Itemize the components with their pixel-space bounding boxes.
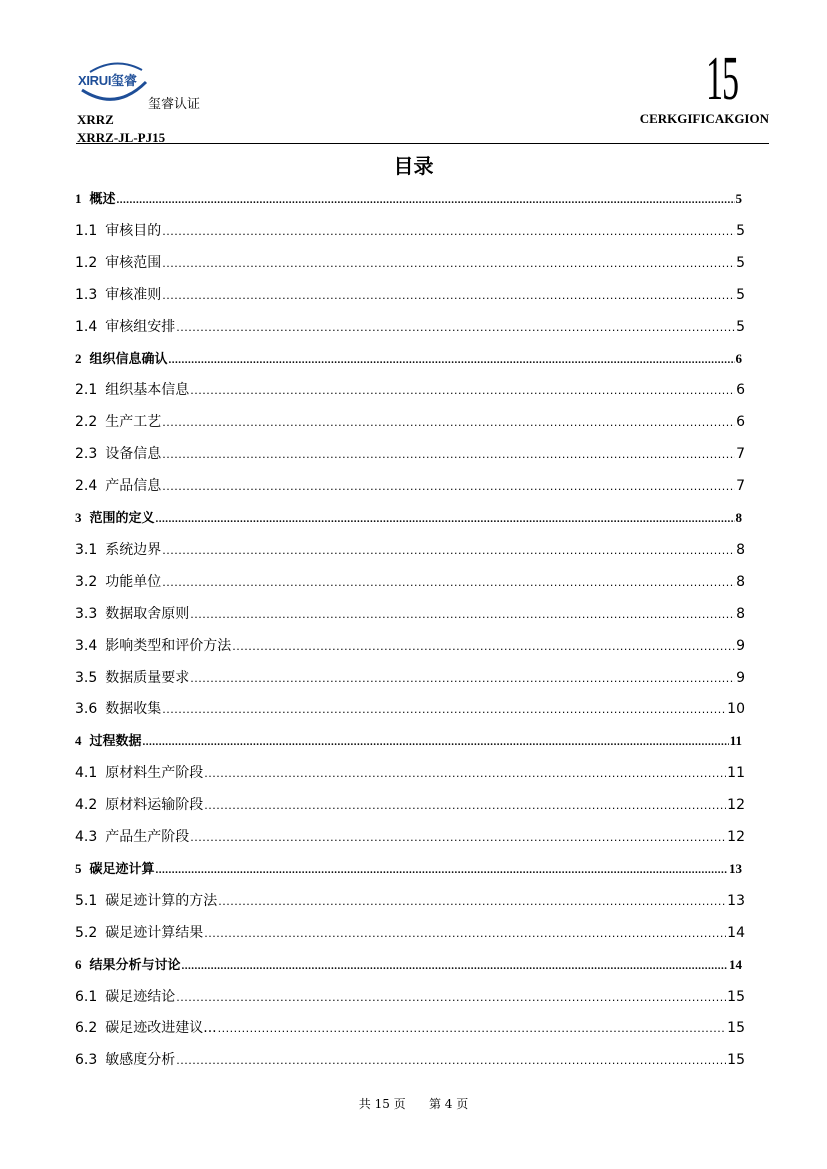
toc-dot-leader xyxy=(169,354,735,366)
header-divider xyxy=(76,143,769,144)
toc-entry-label: 碳足迹结论 xyxy=(105,988,176,1005)
toc-entry[interactable] xyxy=(75,762,745,782)
toc-entry-label: 原材料生产阶段 xyxy=(105,765,204,782)
page-title: 目录 xyxy=(393,154,434,178)
toc-entry-number: 3.2 xyxy=(75,573,98,590)
toc-entry-label: 功能单位 xyxy=(105,573,162,590)
toc-entry-page: 7 xyxy=(736,478,745,495)
toc-entry-label: 原材料运输阶段 xyxy=(105,797,204,814)
toc-entry-label: 产品生产阶段 xyxy=(105,829,190,845)
toc-dot-leader xyxy=(162,576,735,589)
toc-entry[interactable] xyxy=(75,1017,745,1037)
toc-entry-page: 5 xyxy=(736,222,745,239)
toc-entry-number: 5 xyxy=(75,860,82,876)
toc-entry[interactable] xyxy=(75,316,745,336)
toc-entry-page: 9 xyxy=(736,637,745,654)
toc-entry-label: 数据收集 xyxy=(105,701,162,718)
toc-entry-number: 3.4 xyxy=(75,637,98,654)
toc-entry-number: 6.3 xyxy=(75,1052,98,1069)
toc-entry-page: 6 xyxy=(736,414,745,431)
toc-entry-label: 审核准则 xyxy=(105,286,162,303)
toc-entry-label: 审核目的 xyxy=(105,222,162,239)
toc-entry-label: 碳足迹计算的方法 xyxy=(105,892,218,909)
toc-entry-number: 2 xyxy=(75,350,82,366)
toc-dot-leader xyxy=(204,927,726,940)
toc-entry-number: 6.2 xyxy=(75,1020,98,1037)
header-codes xyxy=(77,111,165,147)
toc-entry-page: 6 xyxy=(735,350,742,366)
toc-entry-label: 影响类型和评价方法 xyxy=(105,637,232,654)
toc-dot-leader xyxy=(190,608,735,621)
toc-entry[interactable] xyxy=(75,411,745,431)
toc-entry-number: 2.2 xyxy=(75,414,98,431)
toc-entry-number: 2.1 xyxy=(75,382,98,399)
toc-entry-number: 4.1 xyxy=(75,765,98,782)
toc-dot-leader xyxy=(162,448,735,461)
toc-entry-number: 1.4 xyxy=(75,318,98,335)
toc-dot-leader xyxy=(143,736,729,748)
toc-entry-label: 审核组安排 xyxy=(105,318,176,335)
toc-entry-number: 3.1 xyxy=(75,541,98,558)
toc-dot-leader xyxy=(162,544,735,557)
toc-entry-number: 3.3 xyxy=(75,605,98,622)
toc-entry-page: 13 xyxy=(729,860,742,876)
toc-entry[interactable] xyxy=(75,603,745,623)
toc-entry-page: 11 xyxy=(729,733,742,749)
toc-entry-page: 8 xyxy=(735,510,742,525)
toc-entry-number: 1.1 xyxy=(75,222,98,239)
toc-entry[interactable] xyxy=(75,252,745,272)
toc-entry-label: 范围的定义 xyxy=(89,510,155,525)
toc-entry-label: 概述 xyxy=(89,191,116,206)
toc-entry-page: 9 xyxy=(736,669,745,686)
toc-entry-label: 过程数据 xyxy=(89,733,142,749)
toc-entry-page: 13 xyxy=(727,892,745,909)
toc-entry[interactable] xyxy=(75,348,742,367)
toc-entry-page: 6 xyxy=(736,382,745,399)
toc-entry-page: 14 xyxy=(729,956,742,972)
toc-entry-label: 生产工艺 xyxy=(105,414,162,431)
header-big-number: 15 xyxy=(706,45,738,113)
toc-entry-label: 数据取舍原则 xyxy=(105,605,190,622)
toc-dot-leader xyxy=(162,225,735,238)
toc-dot-leader xyxy=(162,257,735,270)
toc-entry-page: 11 xyxy=(727,765,745,782)
toc-entry-number: 6.1 xyxy=(75,988,98,1005)
toc-entry[interactable] xyxy=(75,858,742,877)
toc-entry-page: 15 xyxy=(727,1052,745,1069)
toc-entry[interactable] xyxy=(75,986,745,1006)
toc-entry-page: 5 xyxy=(736,286,745,303)
toc-entry-label: 碳足迹计算 xyxy=(89,860,155,876)
footer-current-page: 第 4 页 xyxy=(428,1097,469,1111)
toc-dot-leader xyxy=(204,767,726,780)
toc-entry-page: 7 xyxy=(736,446,745,463)
toc-entry-number: 5.1 xyxy=(75,892,98,909)
toc-dot-leader xyxy=(162,416,735,429)
toc-entry-page: 15 xyxy=(727,1020,745,1037)
toc-dot-leader xyxy=(182,960,728,972)
toc-entry[interactable] xyxy=(75,475,745,495)
toc-entry-number: 4.2 xyxy=(75,797,98,814)
header-code-1: XRRZ xyxy=(77,112,114,127)
toc-entry-page: 5 xyxy=(736,318,745,335)
toc-entry-label: 敏感度分析 xyxy=(105,1052,176,1069)
toc-entry-page: 5 xyxy=(735,191,742,206)
footer-total-pages: 共 15 页 xyxy=(358,1097,406,1111)
toc-entry-label: 碳足迹改进建议... xyxy=(105,1020,217,1037)
toc-entry-number: 1.3 xyxy=(75,286,98,303)
toc-entry[interactable] xyxy=(75,188,742,207)
toc-entry[interactable] xyxy=(75,667,745,687)
toc-entry-label: 碳足迹计算结果 xyxy=(105,924,204,941)
toc-entry[interactable] xyxy=(75,890,745,910)
toc-entry-number: 4.3 xyxy=(75,829,98,845)
toc-dot-leader xyxy=(204,799,726,812)
toc-entry-label: 组织信息确认 xyxy=(89,350,168,366)
toc-dot-leader xyxy=(190,672,735,685)
toc-dot-leader xyxy=(190,384,735,397)
toc-entry-number: 6 xyxy=(75,956,82,972)
toc-dot-leader xyxy=(162,703,726,716)
toc-dot-leader xyxy=(232,640,735,653)
toc-entry-number: 4 xyxy=(75,733,82,749)
toc-entry[interactable] xyxy=(75,443,745,463)
toc-dot-leader xyxy=(218,1022,727,1035)
toc-entry-label: 产品信息 xyxy=(105,478,162,495)
logo-text: XIRUI玺睿 xyxy=(78,73,137,88)
toc-dot-leader xyxy=(117,194,735,206)
toc-entry-label: 数据质量要求 xyxy=(105,669,190,686)
toc-dot-leader xyxy=(176,991,726,1004)
toc-entry[interactable] xyxy=(75,826,745,846)
toc-entry[interactable] xyxy=(75,954,742,973)
toc-entry-number: 3.6 xyxy=(75,701,98,718)
toc-entry-number: 1 xyxy=(75,191,82,206)
logo-chinese-name: 玺睿认证 xyxy=(148,97,201,112)
toc-dot-leader xyxy=(176,1054,726,1067)
toc-entry-page: 12 xyxy=(727,829,745,845)
toc-entry-number: 5.2 xyxy=(75,924,98,941)
page-footer xyxy=(0,1095,827,1112)
toc-entry-page: 5 xyxy=(736,254,745,271)
toc-entry-label: 审核范围 xyxy=(105,254,162,271)
toc-entry-page: 12 xyxy=(727,797,745,814)
toc-entry[interactable] xyxy=(75,794,745,814)
toc-dot-leader xyxy=(156,513,735,525)
toc-entry[interactable] xyxy=(75,539,745,559)
toc-entry[interactable] xyxy=(75,635,745,655)
header-code-2: XRRZ-JL-PJ15 xyxy=(77,130,166,145)
toc-entry-page: 10 xyxy=(727,701,745,718)
toc-dot-leader xyxy=(162,480,735,493)
toc-entry-label: 结果分析与讨论 xyxy=(89,956,181,972)
toc-entry-number: 2.4 xyxy=(75,478,98,495)
toc-dot-leader xyxy=(156,864,728,876)
toc-entry-number: 3.5 xyxy=(75,669,98,686)
toc-entry[interactable] xyxy=(75,571,745,591)
toc-dot-leader xyxy=(176,321,735,334)
toc-entry-number: 1.2 xyxy=(75,254,98,271)
toc-entry-label: 组织基本信息 xyxy=(105,382,190,399)
toc-entry-page: 8 xyxy=(736,605,745,622)
toc-entry[interactable] xyxy=(75,698,745,718)
toc-entry-label: 系统边界 xyxy=(105,541,162,558)
toc-entry[interactable] xyxy=(75,730,742,749)
toc-dot-leader xyxy=(190,831,726,844)
toc-entry[interactable] xyxy=(75,284,745,304)
toc-entry-label: 设备信息 xyxy=(105,446,162,463)
toc-entry-number: 3 xyxy=(75,510,82,525)
toc-entry[interactable] xyxy=(75,507,742,526)
toc-entry[interactable] xyxy=(75,379,745,399)
toc-entry[interactable] xyxy=(75,922,745,942)
toc-entry[interactable] xyxy=(75,1049,745,1069)
toc-entry[interactable] xyxy=(75,220,745,240)
toc-entry-page: 8 xyxy=(736,573,745,590)
toc-dot-leader xyxy=(218,895,726,908)
toc-entry-page: 14 xyxy=(727,924,745,941)
header-right-text: CERKGIFICAKGION xyxy=(639,111,769,126)
toc-entry-number: 2.3 xyxy=(75,446,98,463)
toc-entry-page: 8 xyxy=(736,541,745,558)
toc-entry-page: 15 xyxy=(727,988,745,1005)
toc-dot-leader xyxy=(162,289,735,302)
